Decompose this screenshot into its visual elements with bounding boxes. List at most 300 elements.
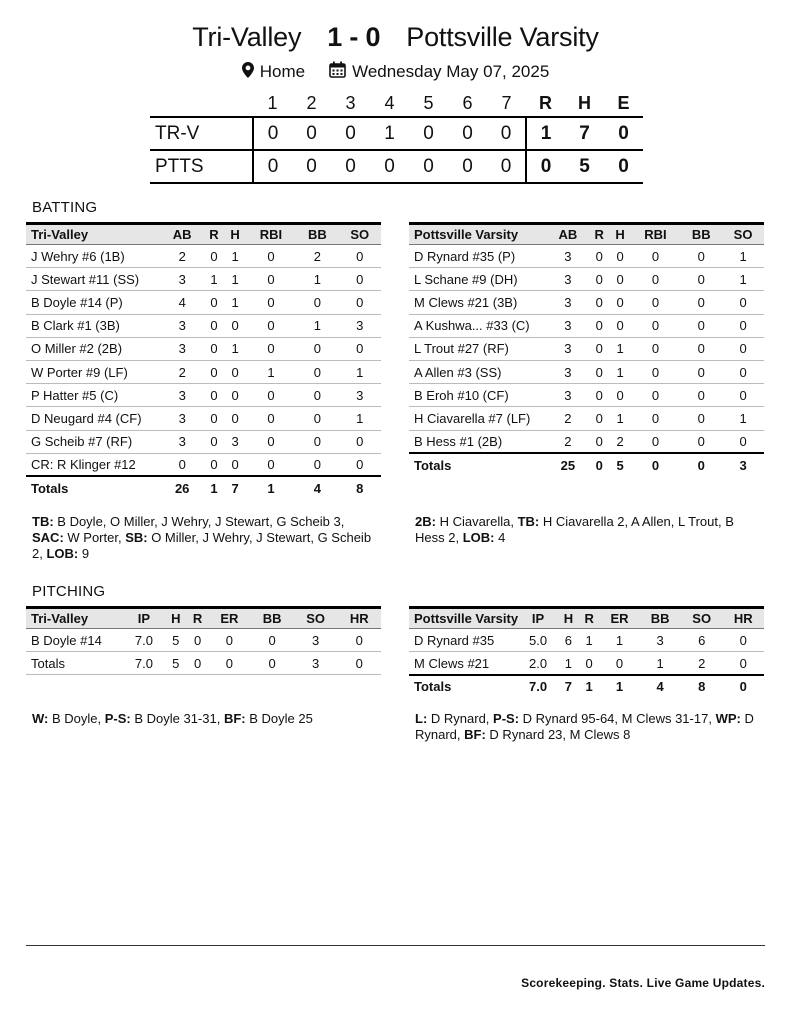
- stat-cell: 1: [296, 314, 338, 337]
- stat-cell: 1: [246, 360, 297, 383]
- stat-cell: 0: [589, 360, 610, 383]
- linescore-row-away: [150, 117, 643, 150]
- stat-cell: 1: [610, 337, 631, 360]
- home-team-name: Pottsville Varsity: [406, 22, 599, 52]
- stat-cell: 5: [610, 453, 631, 476]
- stat-cell: 0: [610, 245, 631, 268]
- stat-cell: 1: [639, 652, 681, 675]
- game-header: [0, 22, 791, 83]
- stat-cell: 0: [339, 430, 381, 453]
- stat-cell: 0: [631, 268, 681, 291]
- stat-cell: 0: [250, 629, 294, 652]
- stat-cell: 25: [547, 453, 589, 476]
- inning-header: 7: [487, 91, 526, 117]
- player-name: W Porter #9 (LF): [26, 360, 161, 383]
- column-header: IP: [123, 608, 165, 629]
- stat-cell: 0: [339, 337, 381, 360]
- stat-cell: 1: [600, 675, 640, 698]
- note-text: B Doyle 31-31,: [130, 711, 224, 726]
- column-header: H: [558, 608, 579, 629]
- stat-cell: 1: [203, 476, 224, 499]
- stat-cell: 0: [187, 629, 209, 652]
- stat-cell: 1: [600, 629, 640, 652]
- stat-cell: 2: [610, 430, 631, 453]
- stat-cell: 0: [296, 360, 338, 383]
- stat-cell: 0: [631, 384, 681, 407]
- column-header: R: [187, 608, 209, 629]
- stat-cell: 0: [296, 453, 338, 476]
- batting-table-away: [26, 222, 381, 500]
- stat-cell: 0: [208, 629, 250, 652]
- stat-cell: 1: [722, 245, 764, 268]
- totals-row: [26, 652, 381, 675]
- final-score: 1 - 0: [327, 22, 381, 52]
- note-text: H Ciavarella 2, A Allen, L Trout, B Hess 2,: [415, 514, 734, 545]
- note-label: WP:: [715, 711, 741, 726]
- note-label: BF:: [223, 711, 246, 726]
- stat-cell: 4: [296, 476, 338, 499]
- stat-cell: 0: [631, 291, 681, 314]
- stat-cell: 26: [161, 476, 203, 499]
- player-name: M Clews #21: [409, 652, 518, 675]
- stat-cell: 3: [161, 337, 203, 360]
- stat-cell: 0: [203, 245, 224, 268]
- stat-cell: 0: [589, 407, 610, 430]
- stat-cell: 0: [187, 652, 209, 675]
- player-name: B Eroh #10 (CF): [409, 384, 547, 407]
- stat-cell: 0: [246, 430, 297, 453]
- stat-cell: 0: [203, 360, 224, 383]
- stat-cell: 0: [589, 291, 610, 314]
- note-label: TB:: [517, 514, 540, 529]
- pitching-notes-home: [415, 711, 765, 743]
- totals-row: [409, 675, 764, 698]
- note-label: TB:: [32, 514, 54, 529]
- player-name: D Neugard #4 (CF): [26, 407, 161, 430]
- stat-cell: 0: [246, 268, 297, 291]
- note-label: P-S:: [104, 711, 131, 726]
- stat-cell: 0: [589, 245, 610, 268]
- batting-notes-home: [415, 514, 765, 546]
- stat-cell: 3: [339, 314, 381, 337]
- team-column-header: Pottsville Varsity: [409, 224, 547, 245]
- footer-divider: [26, 945, 765, 946]
- inning-header: 4: [370, 91, 409, 117]
- column-header: SO: [339, 224, 381, 245]
- inning-header: 5: [409, 91, 448, 117]
- column-header: SO: [294, 608, 338, 629]
- stat-cell: 0: [203, 453, 224, 476]
- table-row: [26, 384, 381, 407]
- stat-cell: 3: [722, 453, 764, 476]
- stat-cell: 0: [680, 360, 722, 383]
- stat-cell: 0: [246, 337, 297, 360]
- stat-cell: 0: [722, 652, 764, 675]
- column-header: BB: [680, 224, 722, 245]
- stat-cell: 0: [337, 652, 381, 675]
- column-header: HR: [337, 608, 381, 629]
- totals-label: Totals: [409, 675, 518, 698]
- player-name: B Doyle #14 (P): [26, 291, 161, 314]
- note-text: B Doyle,: [48, 711, 105, 726]
- stat-cell: 0: [610, 314, 631, 337]
- player-name: J Wehry #6 (1B): [26, 245, 161, 268]
- table-row: [409, 430, 764, 453]
- table-row: [26, 453, 381, 476]
- stat-cell: 3: [547, 291, 589, 314]
- stat-cell: 0: [208, 652, 250, 675]
- stat-cell: 0: [722, 384, 764, 407]
- game-date: Wednesday May 07, 2025: [352, 62, 550, 81]
- table-row: [409, 407, 764, 430]
- table-row: [409, 291, 764, 314]
- inning-score: 0: [253, 150, 292, 183]
- stat-cell: 1: [339, 407, 381, 430]
- hits-total: 7: [565, 117, 604, 150]
- inning-score: 0: [370, 150, 409, 183]
- player-name: L Trout #27 (RF): [409, 337, 547, 360]
- stat-cell: 0: [680, 337, 722, 360]
- stat-cell: 3: [547, 268, 589, 291]
- stat-cell: 1: [579, 629, 600, 652]
- totals-label: Totals: [409, 453, 547, 476]
- hits-header: H: [565, 91, 604, 117]
- stat-cell: 1: [296, 268, 338, 291]
- stat-cell: 5.0: [518, 629, 558, 652]
- stat-cell: 3: [161, 407, 203, 430]
- table-row: [409, 629, 764, 652]
- stat-cell: 1: [558, 652, 579, 675]
- inning-header: 1: [253, 91, 292, 117]
- linescore-table: [150, 91, 643, 184]
- stat-cell: 0: [246, 291, 297, 314]
- calendar-icon: [329, 61, 346, 83]
- stat-cell: 0: [589, 430, 610, 453]
- note-text: D Rynard,: [427, 711, 494, 726]
- stat-cell: 0: [631, 337, 681, 360]
- column-header: SO: [722, 224, 764, 245]
- stat-cell: 0: [589, 314, 610, 337]
- stat-cell: 1: [246, 476, 297, 499]
- map-pin-icon: [242, 62, 254, 83]
- errors-total: 0: [604, 150, 643, 183]
- stat-cell: 0: [680, 453, 722, 476]
- stat-cell: 4: [639, 675, 681, 698]
- stat-cell: 0: [610, 268, 631, 291]
- stat-cell: 0: [589, 453, 610, 476]
- stat-cell: 5: [165, 652, 187, 675]
- player-name: D Rynard #35: [409, 629, 518, 652]
- team-column-header: Tri-Valley: [26, 224, 161, 245]
- stat-cell: 0: [225, 453, 246, 476]
- pitching-section-title: PITCHING: [32, 583, 106, 600]
- stat-cell: 0: [203, 384, 224, 407]
- totals-label: Totals: [26, 476, 161, 499]
- note-text: D Rynard,: [415, 711, 754, 742]
- stat-cell: 3: [547, 314, 589, 337]
- stat-cell: 0: [246, 407, 297, 430]
- player-name: H Ciavarella #7 (LF): [409, 407, 547, 430]
- note-label: BF:: [464, 727, 486, 742]
- column-header: H: [610, 224, 631, 245]
- stat-cell: 1: [579, 675, 600, 698]
- stat-cell: 0: [722, 629, 764, 652]
- stat-cell: 1: [225, 337, 246, 360]
- errors-header: E: [604, 91, 643, 117]
- column-header: SO: [681, 608, 723, 629]
- inning-header: 3: [331, 91, 370, 117]
- team-column-header: Pottsville Varsity: [409, 608, 518, 629]
- stat-cell: 0: [631, 407, 681, 430]
- stat-cell: 3: [547, 337, 589, 360]
- stat-cell: 0: [680, 384, 722, 407]
- column-header: AB: [547, 224, 589, 245]
- stat-cell: 4: [161, 291, 203, 314]
- stat-cell: 2: [547, 407, 589, 430]
- player-name: B Hess #1 (2B): [409, 430, 547, 453]
- column-header: H: [225, 224, 246, 245]
- stat-cell: 7: [558, 675, 579, 698]
- inning-score: 0: [487, 150, 526, 183]
- stat-cell: 0: [579, 652, 600, 675]
- matchup-title: [0, 22, 791, 53]
- stat-cell: 0: [339, 245, 381, 268]
- stat-cell: 0: [225, 384, 246, 407]
- stat-cell: 0: [722, 430, 764, 453]
- stat-cell: 0: [680, 314, 722, 337]
- stat-cell: 0: [203, 430, 224, 453]
- stat-cell: 0: [631, 314, 681, 337]
- stat-cell: 8: [681, 675, 723, 698]
- note-text: 9: [78, 546, 90, 561]
- stat-cell: 5: [165, 629, 187, 652]
- pitching-notes-away: [32, 711, 377, 727]
- player-name: O Miller #2 (2B): [26, 337, 161, 360]
- stat-cell: 0: [203, 291, 224, 314]
- player-name: CR: R Klinger #12: [26, 453, 161, 476]
- stat-cell: 0: [225, 314, 246, 337]
- stat-cell: 0: [337, 629, 381, 652]
- stat-cell: 0: [722, 675, 764, 698]
- column-header: RBI: [246, 224, 297, 245]
- linescore-row-home: [150, 150, 643, 183]
- stat-cell: 0: [722, 337, 764, 360]
- note-text: D Rynard 95-64, M Clews 31-17,: [519, 711, 716, 726]
- note-label: W:: [32, 711, 49, 726]
- stat-cell: 0: [631, 430, 681, 453]
- player-name: P Hatter #5 (C): [26, 384, 161, 407]
- column-header: BB: [639, 608, 681, 629]
- stat-cell: 0: [722, 291, 764, 314]
- stat-cell: 0: [296, 407, 338, 430]
- stat-cell: 0: [203, 337, 224, 360]
- stat-cell: 0: [296, 384, 338, 407]
- inning-score: 0: [409, 150, 448, 183]
- note-text: H Ciavarella,: [435, 514, 518, 529]
- note-label: SB:: [125, 530, 148, 545]
- stat-cell: 0: [722, 314, 764, 337]
- inning-score: 0: [292, 117, 331, 150]
- stat-cell: 0: [246, 245, 297, 268]
- player-name: M Clews #21 (3B): [409, 291, 547, 314]
- table-row: [26, 268, 381, 291]
- pitching-table-away: [26, 606, 381, 675]
- stat-cell: 0: [589, 384, 610, 407]
- stat-cell: 0: [339, 268, 381, 291]
- table-row: [26, 360, 381, 383]
- note-label: LOB:: [46, 546, 79, 561]
- stat-cell: 7.0: [123, 652, 165, 675]
- errors-total: 0: [604, 117, 643, 150]
- column-header: ER: [600, 608, 640, 629]
- player-name: D Rynard #35 (P): [409, 245, 547, 268]
- stat-cell: 0: [680, 407, 722, 430]
- stat-cell: 1: [225, 268, 246, 291]
- player-name: L Schane #9 (DH): [409, 268, 547, 291]
- column-header: AB: [161, 224, 203, 245]
- player-name: G Scheib #7 (RF): [26, 430, 161, 453]
- column-header: RBI: [631, 224, 681, 245]
- stat-cell: 0: [225, 407, 246, 430]
- totals-row: [409, 453, 764, 476]
- stat-cell: 0: [296, 291, 338, 314]
- stat-cell: 2: [161, 360, 203, 383]
- stat-cell: 3: [547, 360, 589, 383]
- note-text: B Doyle, O Miller, J Wehry, J Stewart, G Scheib 3,: [53, 514, 345, 529]
- stat-cell: 1: [225, 245, 246, 268]
- column-header: ER: [208, 608, 250, 629]
- stat-cell: 0: [631, 360, 681, 383]
- player-name: A Allen #3 (SS): [409, 360, 547, 383]
- stat-cell: 0: [246, 453, 297, 476]
- footer-tagline: Scorekeeping. Stats. Live Game Updates.: [521, 976, 765, 990]
- player-name: B Doyle #14: [26, 629, 123, 652]
- inning-score: 0: [448, 150, 487, 183]
- inning-score: 0: [292, 150, 331, 183]
- team-column-header: Tri-Valley: [26, 608, 123, 629]
- inning-score: 0: [331, 117, 370, 150]
- stat-cell: 0: [589, 268, 610, 291]
- game-location: Home: [259, 62, 306, 81]
- column-header: BB: [296, 224, 338, 245]
- stat-cell: 0: [631, 245, 681, 268]
- stat-cell: 0: [296, 337, 338, 360]
- pitching-table-home: [409, 606, 764, 698]
- totals-row: [26, 476, 381, 499]
- stat-cell: 0: [680, 268, 722, 291]
- stat-cell: 0: [610, 384, 631, 407]
- stat-cell: 2: [161, 245, 203, 268]
- stat-cell: 0: [339, 453, 381, 476]
- table-row: [26, 407, 381, 430]
- game-meta: [0, 61, 791, 83]
- stat-cell: 8: [339, 476, 381, 499]
- table-row: [409, 268, 764, 291]
- table-row: [409, 360, 764, 383]
- table-row: [409, 337, 764, 360]
- table-row: [26, 337, 381, 360]
- note-text: 4: [494, 530, 506, 545]
- stat-cell: 0: [680, 291, 722, 314]
- note-label: L:: [415, 711, 428, 726]
- table-row: [26, 314, 381, 337]
- stat-cell: 1: [339, 360, 381, 383]
- stat-cell: 3: [161, 268, 203, 291]
- runs-header: R: [526, 91, 565, 117]
- batting-notes-away: [32, 514, 377, 562]
- stat-cell: 0: [631, 453, 681, 476]
- stat-cell: 0: [680, 430, 722, 453]
- inning-header: 2: [292, 91, 331, 117]
- stat-cell: 1: [225, 291, 246, 314]
- stat-cell: 7.0: [518, 675, 558, 698]
- inning-score: 0: [331, 150, 370, 183]
- inning-score: 0: [253, 117, 292, 150]
- stat-cell: 1: [722, 268, 764, 291]
- stat-cell: 2: [681, 652, 723, 675]
- column-header: R: [203, 224, 224, 245]
- inning-header: 6: [448, 91, 487, 117]
- stat-cell: 3: [294, 629, 338, 652]
- table-row: [409, 652, 764, 675]
- table-row: [26, 430, 381, 453]
- stat-cell: 3: [161, 384, 203, 407]
- stat-cell: 0: [246, 314, 297, 337]
- stat-cell: 0: [600, 652, 640, 675]
- player-name: B Clark #1 (3B): [26, 314, 161, 337]
- column-header: BB: [250, 608, 294, 629]
- stat-cell: 0: [296, 430, 338, 453]
- note-text: W Porter,: [63, 530, 126, 545]
- stat-cell: 6: [558, 629, 579, 652]
- table-row: [409, 314, 764, 337]
- player-name: J Stewart #11 (SS): [26, 268, 161, 291]
- stat-cell: 1: [610, 360, 631, 383]
- runs-total: 1: [526, 117, 565, 150]
- stat-cell: 0: [246, 384, 297, 407]
- stat-cell: 3: [225, 430, 246, 453]
- totals-label: Totals: [26, 652, 123, 675]
- player-name: A Kushwa... #33 (C): [409, 314, 547, 337]
- stat-cell: 0: [225, 360, 246, 383]
- stat-cell: 3: [161, 314, 203, 337]
- away-team-name: Tri-Valley: [192, 22, 302, 52]
- stat-cell: 3: [547, 384, 589, 407]
- stat-cell: 0: [161, 453, 203, 476]
- inning-score: 0: [487, 117, 526, 150]
- stat-cell: 3: [294, 652, 338, 675]
- stat-cell: 0: [589, 337, 610, 360]
- stat-cell: 7.0: [123, 629, 165, 652]
- table-row: [26, 291, 381, 314]
- stat-cell: 1: [610, 407, 631, 430]
- stat-cell: 3: [161, 430, 203, 453]
- inning-score: 0: [409, 117, 448, 150]
- column-header: HR: [722, 608, 764, 629]
- stat-cell: 0: [339, 291, 381, 314]
- stat-cell: 0: [203, 407, 224, 430]
- batting-table-home: [409, 222, 764, 476]
- inning-score: 0: [448, 117, 487, 150]
- stat-cell: 3: [547, 245, 589, 268]
- stat-cell: 1: [722, 407, 764, 430]
- column-header: IP: [518, 608, 558, 629]
- table-row: [409, 245, 764, 268]
- stat-cell: 1: [203, 268, 224, 291]
- note-text: B Doyle 25: [245, 711, 313, 726]
- stat-cell: 0: [680, 245, 722, 268]
- column-header: H: [165, 608, 187, 629]
